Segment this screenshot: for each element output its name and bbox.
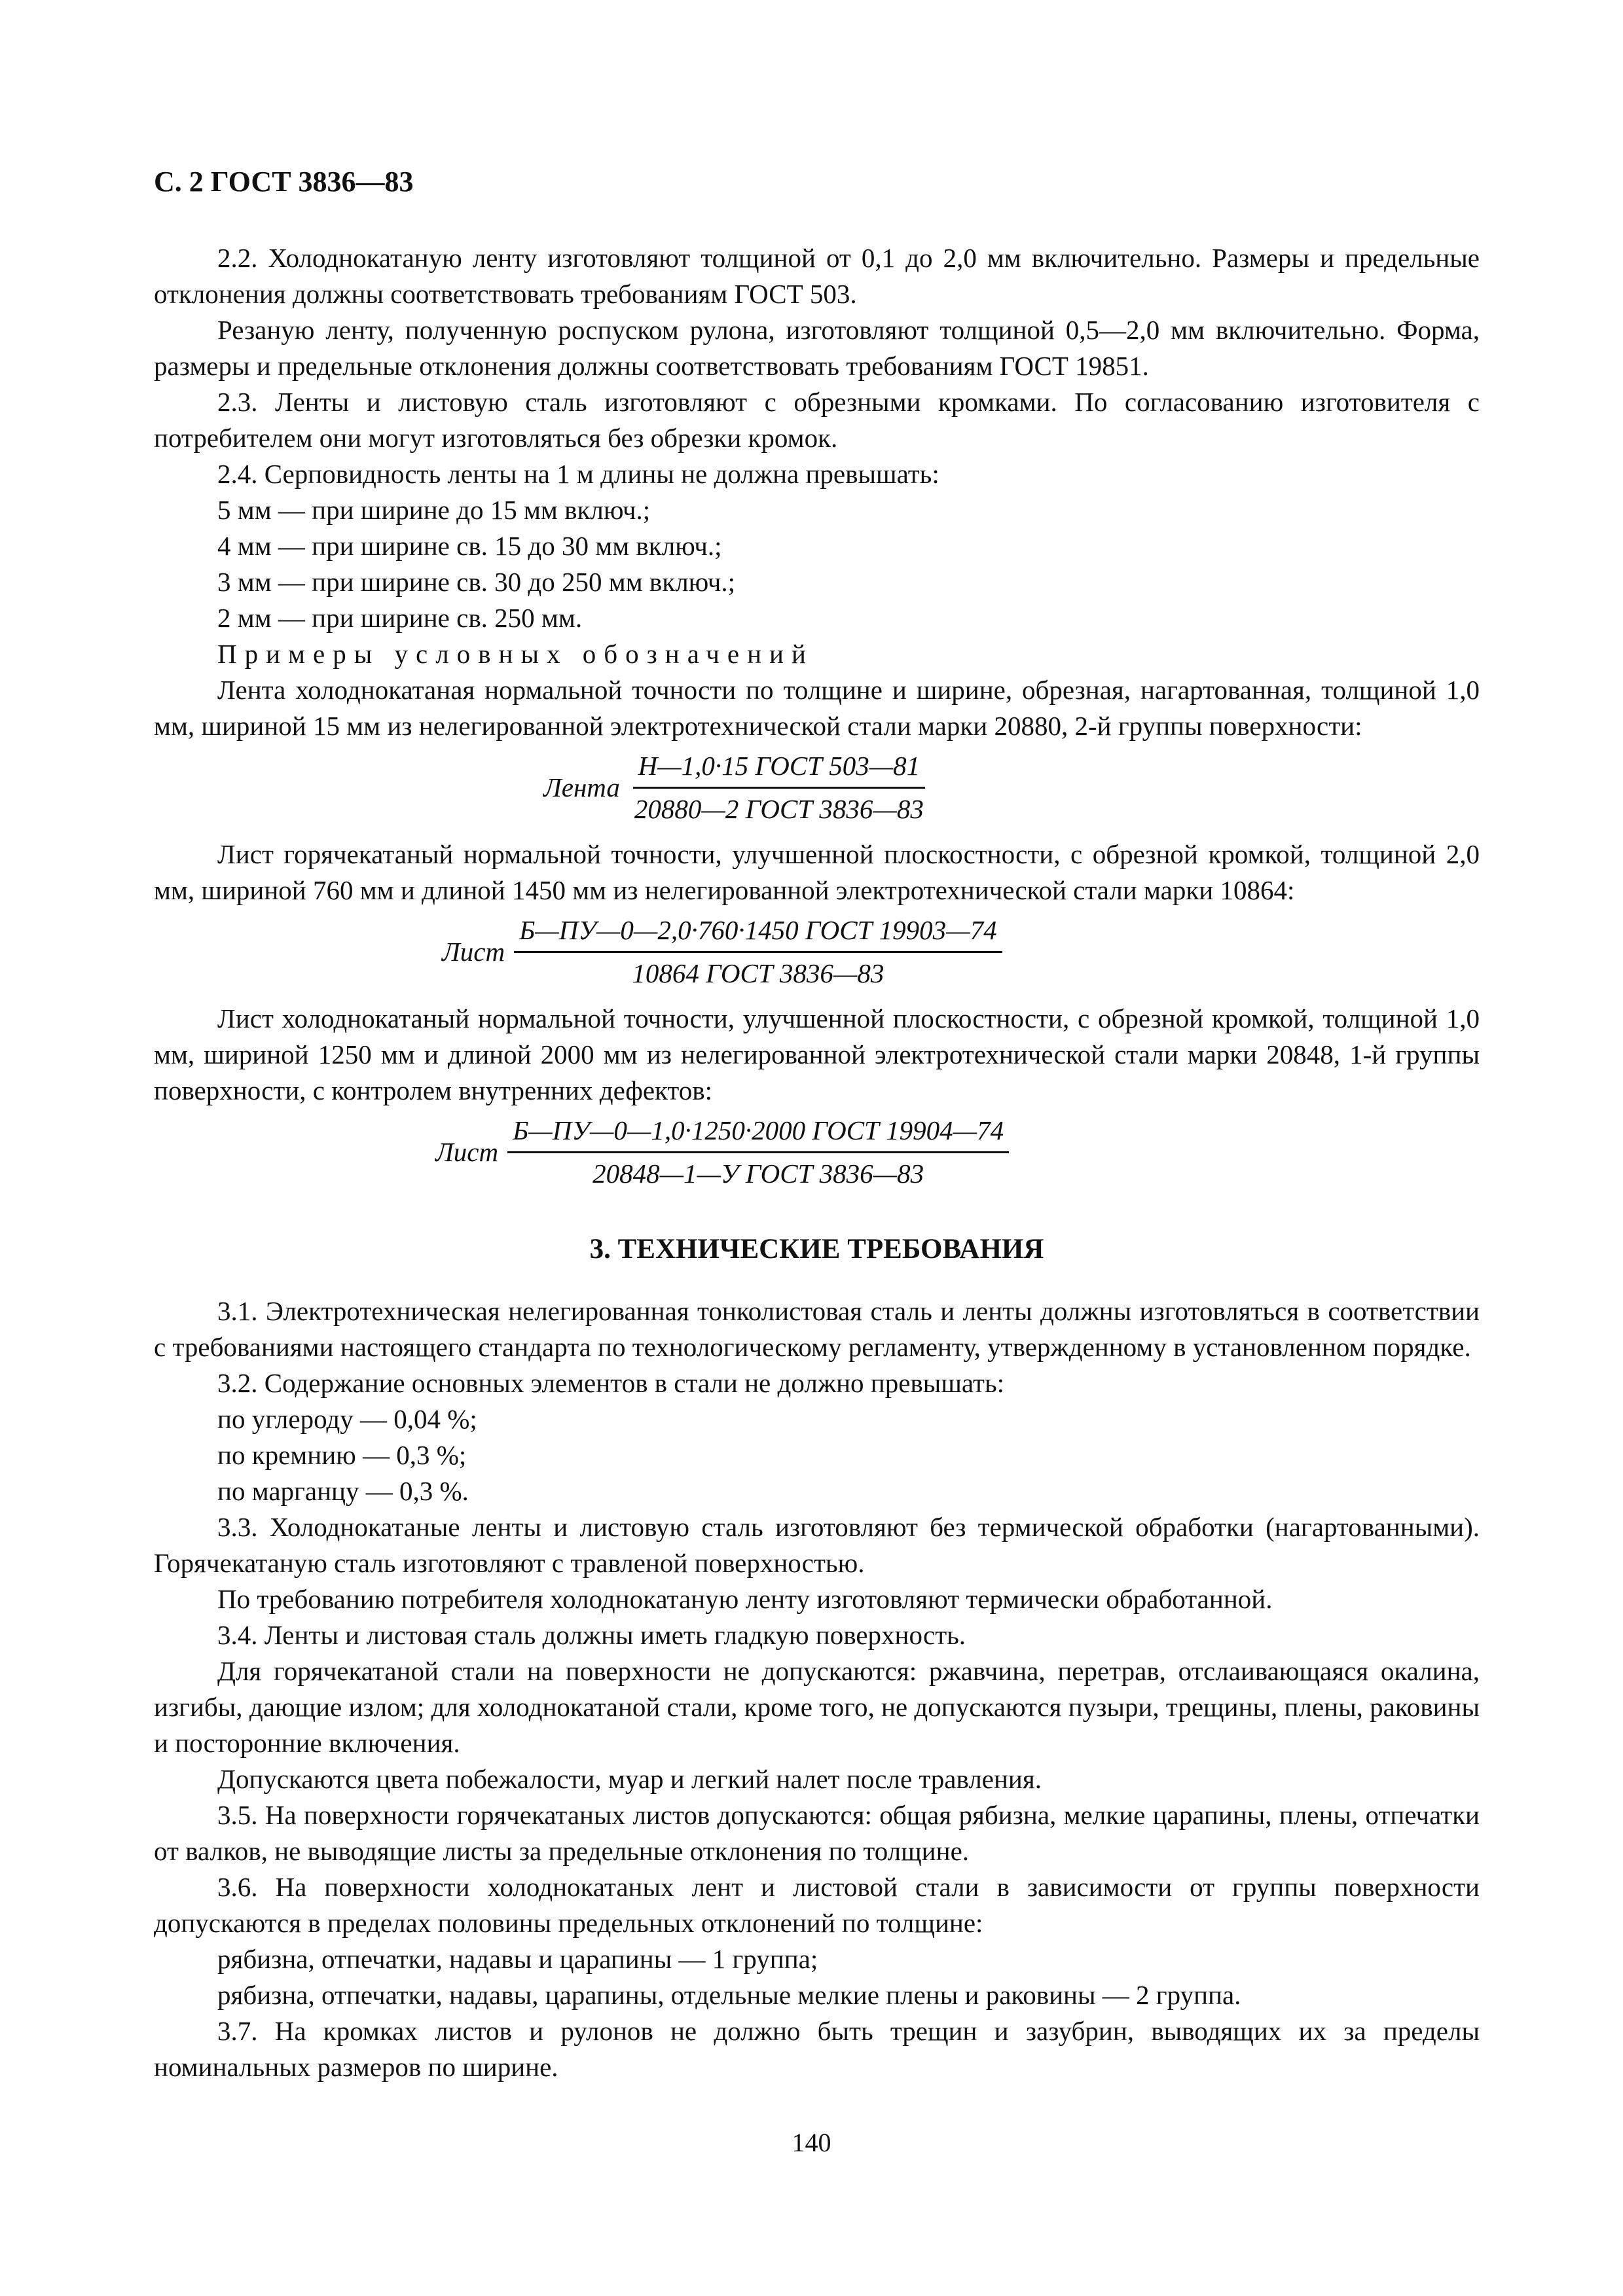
designation-word: Лист [442, 937, 505, 967]
document-page [154, 164, 1480, 2085]
designation-fraction [629, 748, 929, 827]
paragraph-3-5: 3.5. На поверхности горячекатаных листов допускаются: общая рябизна, мелкие царапины, плены, отпечатки от валков, не выводящие листы за предельные отклонения по толщине. [154, 1800, 1480, 1866]
list-item: по углероду — 0,04 %; [217, 1404, 477, 1434]
paragraph-3-2: 3.2. Содержание основных элементов в стали не должно превышать: [217, 1368, 1005, 1398]
example-3-text: Лист холоднокатаный нормальной точности, улучшенной плоскостности, с обрезной кромкой, толщиной 1,0 мм, шириной 1250 мм и длиной 2000 мм из нелегированной электротехнической стали марки 20848, 1-й группы поверхности, с контролем внутренних дефектов: [154, 1003, 1480, 1105]
example-3-designation [154, 1113, 1480, 1192]
fraction-numerator: Б—ПУ—0—1,0·1250·2000 ГОСТ 19904—74 [507, 1113, 1009, 1153]
paragraph-2-2: 2.2. Холоднокатаную ленту изготовляют толщиной от 0,1 до 2,0 мм включительно. Размеры и предельные отклонения должны соответствовать требованиям ГОСТ 503. [154, 243, 1480, 309]
example-1-designation [154, 748, 1480, 827]
paragraph-3-4-allowed: Допускаются цвета побежалости, муар и легкий налет после травления. [217, 1764, 1042, 1794]
paragraph-2-4: 2.4. Серповидность ленты на 1 м длины не должна превышать: [217, 459, 939, 489]
list-item: рябизна, отпечатки, надавы, царапины, отдельные мелкие плены и раковины — 2 группа. [217, 1980, 1241, 2010]
list-item: рябизна, отпечатки, надавы и царапины — 1 группа; [217, 1944, 818, 1974]
designation-fraction [507, 1113, 1009, 1192]
fraction-denominator: 10864 ГОСТ 3836—83 [632, 958, 884, 988]
page-number: 140 [792, 2128, 831, 2157]
designation-word: Лента [543, 772, 620, 802]
paragraph-3-3: 3.3. Холоднокатаные ленты и листовую сталь изготовляют без термической обработки (нагартованными). Горячекатаную сталь изготовляют с травленой поверхностью. [154, 1512, 1480, 1578]
example-2-text: Лист горячекатаный нормальной точности, улучшенной плоскостности, с обрезной кромкой, толщиной 2,0 мм, шириной 760 мм и длиной 1450 мм из нелегированной электротехнической стали марки 10864: [154, 839, 1480, 905]
list-item: по кремнию — 0,3 %; [217, 1440, 467, 1470]
paragraph-3-3-heat-treated: По требованию потребителя холоднокатаную ленту изготовляют термически обработанной. [217, 1584, 1273, 1614]
example-2-designation [154, 912, 1480, 992]
paragraph-2-3: 2.3. Ленты и листовую сталь изготовляют с обрезными кромками. По согласованию изготовителя с потребителем они могут изготовляться без обрезки кромок. [154, 387, 1480, 453]
fraction-denominator: 20880—2 ГОСТ 3836—83 [634, 794, 924, 824]
paragraph-3-6: 3.6. На поверхности холоднокатаных лент и листовой стали в зависимости от группы поверхности допускаются в пределах половины предельных отклонений по толщине: [154, 1872, 1480, 1938]
fraction-numerator: Б—ПУ—0—2,0·760·1450 ГОСТ 19903—74 [514, 912, 1002, 953]
fraction-denominator: 20848—1—У ГОСТ 3836—83 [593, 1158, 924, 1189]
paragraph-3-4: 3.4. Ленты и листовая сталь должны иметь гладкую поверхность. [217, 1620, 966, 1650]
page-header: С. 2 ГОСТ 3836—83 [154, 166, 414, 198]
example-1-text: Лента холоднокатаная нормальной точности по толщине и ширине, обрезная, нагартованная, толщиной 1,0 мм, шириной 15 мм из нелегированной электротехнической стали марки 20880, 2-й группы поверхности: [154, 675, 1480, 741]
list-item: 2 мм — при ширине св. 250 мм. [217, 603, 583, 633]
list-item: 3 мм — при ширине св. 30 до 250 мм включ.; [217, 567, 735, 597]
paragraph-3-4-defects: Для горячекатаной стали на поверхности не допускаются: ржавчина, перетрав, отслаивающаяся окалина, изгибы, дающие излом; для холоднокатаной стали, кроме того, не допускаются пузыри, трещины, плены, раковины и посторонние включения. [154, 1656, 1480, 1758]
list-item: 5 мм — при ширине до 15 мм включ.; [217, 495, 651, 525]
list-item: 4 мм — при ширине св. 15 до 30 мм включ.; [217, 531, 722, 561]
examples-heading: Примеры условных обозначений [217, 639, 814, 669]
designation-word: Лист [435, 1137, 499, 1167]
paragraph-3-1: 3.1. Электротехническая нелегированная тонколистовая сталь и ленты должны изготовляться в соответствии с требованиями настоящего стандарта по технологическому регламенту, утвержденному в установленном порядке. [154, 1296, 1480, 1362]
section-3-title: 3. ТЕХНИЧЕСКИЕ ТРЕБОВАНИЯ [589, 1234, 1044, 1265]
paragraph-3-7: 3.7. На кромках листов и рулонов не должно быть трещин и зазубрин, выводящих их за пределы номинальных размеров по ширине. [154, 2016, 1480, 2082]
list-item: по марганцу — 0,3 %. [217, 1476, 469, 1506]
designation-fraction [514, 912, 1002, 992]
paragraph-2-2-cut-strip: Резаную ленту, полученную роспуском рулона, изготовляют толщиной 0,5—2,0 мм включительно. Форма, размеры и предельные отклонения должны соответствовать требованиям ГОСТ 19851. [154, 315, 1480, 381]
fraction-numerator: Н—1,0·15 ГОСТ 503—81 [633, 748, 926, 789]
